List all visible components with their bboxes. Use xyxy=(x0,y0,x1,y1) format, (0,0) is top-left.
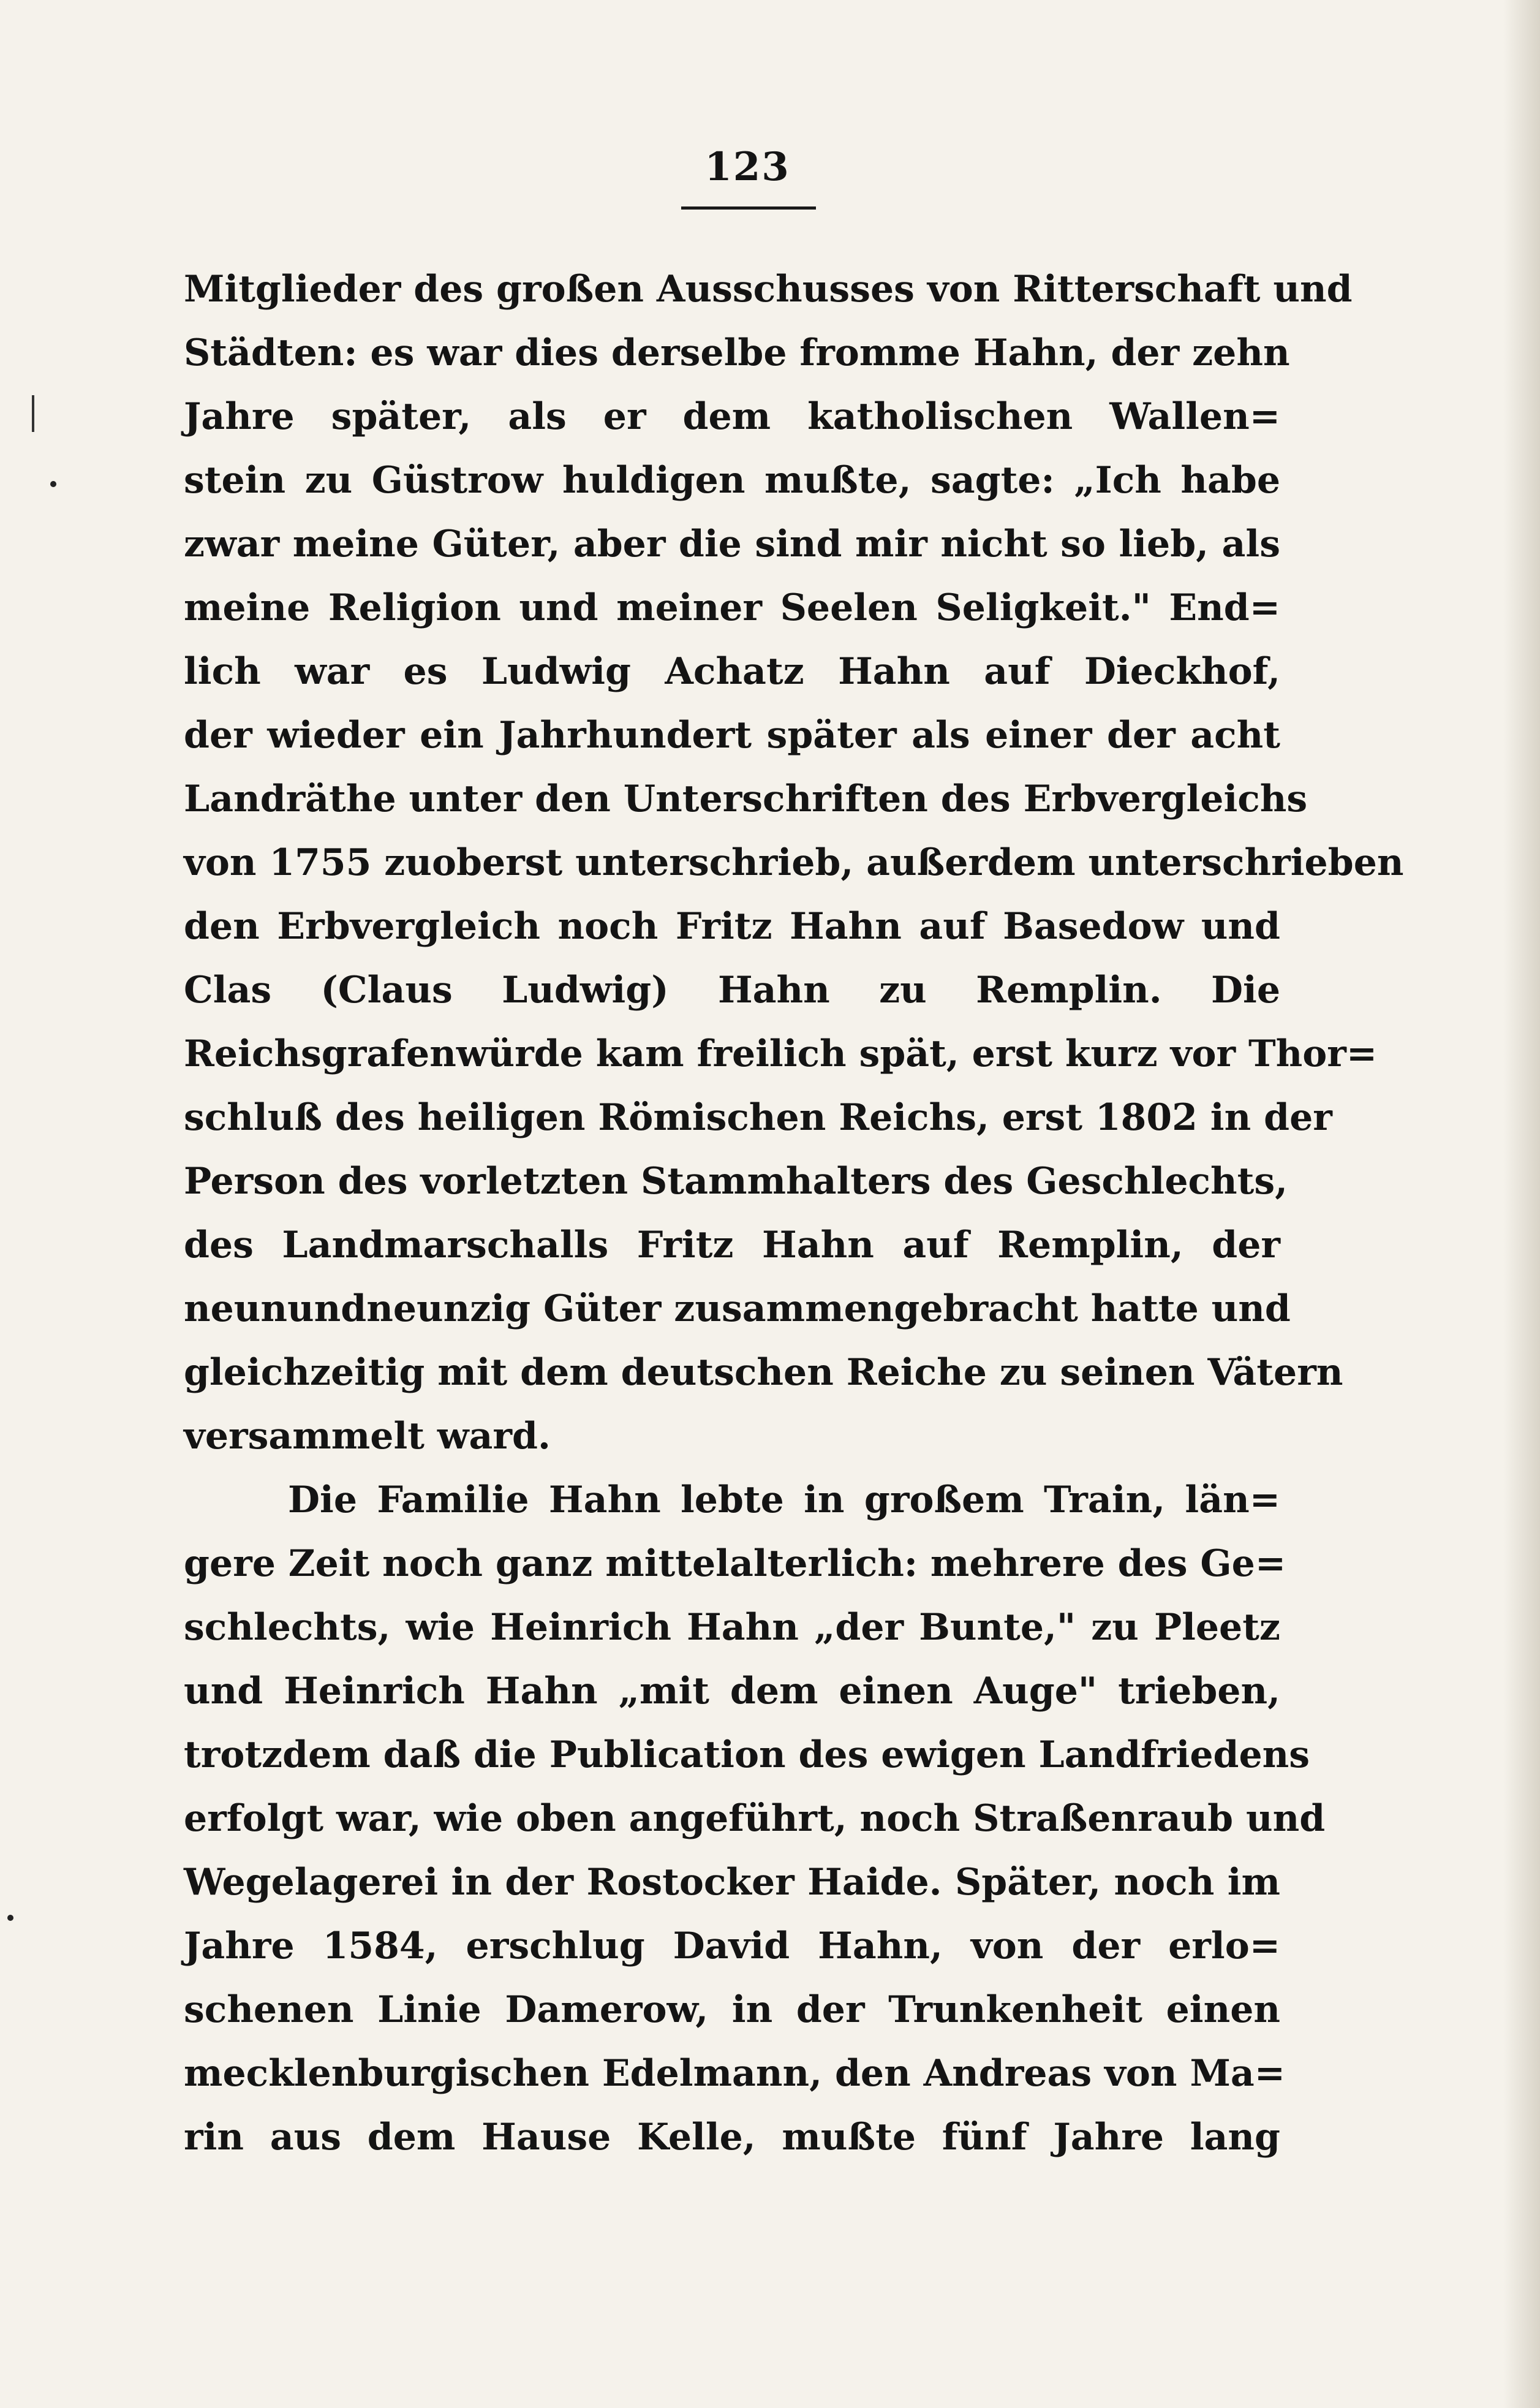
text-line: Landräthe unter den Unterschriften des Erbvergleichs xyxy=(184,778,1308,820)
text-line: Jahre später, als er dem katholischen Wallen= xyxy=(184,395,1280,438)
text-line: lich war es Ludwig Achatz Hahn auf Dieckhof, xyxy=(184,650,1280,693)
text-line: schluß des heiligen Römischen Reichs, erst 1802 in der xyxy=(184,1096,1332,1139)
page-gutter-shadow xyxy=(1503,0,1540,2408)
text-line: gere Zeit noch ganz mittelalterlich: mehrere des Ge= xyxy=(184,1542,1286,1585)
text-line: Wegelagerei in der Rostocker Haide. Später, noch im xyxy=(184,1861,1280,1904)
text-line: gleichzeitig mit dem deutschen Reiche zu seinen Vätern xyxy=(184,1351,1343,1394)
text-line: des Landmarschalls Fritz Hahn auf Remplin, der xyxy=(184,1224,1280,1266)
text-line: und Heinrich Hahn „mit dem einen Auge" trieben, xyxy=(184,1670,1280,1713)
text-line: trotzdem daß die Publication des ewigen Landfriedens xyxy=(184,1733,1310,1776)
text-line: den Erbvergleich noch Fritz Hahn auf Basedow und xyxy=(184,905,1280,948)
margin-mark xyxy=(7,1915,13,1921)
text-line: stein zu Güstrow huldigen mußte, sagte: „Ich habe xyxy=(184,459,1280,502)
text-line: von 1755 zuoberst unterschrieb, außerdem unterschrieben xyxy=(184,841,1404,884)
text-line: mecklenburgischen Edelmann, den Andreas von Ma= xyxy=(184,2052,1286,2095)
header-rule xyxy=(681,206,816,210)
text-line: Reichsgrafenwürde kam freilich spät, erst kurz vor Thor= xyxy=(184,1032,1378,1075)
text-line: Person des vorletzten Stammhalters des Geschlechts, xyxy=(184,1160,1288,1203)
body-text xyxy=(184,257,1404,2169)
text-line: Mitglieder des großen Ausschusses von Ritterschaft und xyxy=(184,268,1353,311)
text-line: rin aus dem Hause Kelle, mußte fünf Jahre lang xyxy=(184,2116,1280,2159)
text-line: neunundneunzig Güter zusammengebracht hatte und xyxy=(184,1287,1291,1330)
paragraph-start-line: Die Familie Hahn lebte in großem Train, län= xyxy=(288,1478,1280,1521)
text-line: erfolgt war, wie oben angeführt, noch Straßenraub und xyxy=(184,1797,1326,1840)
text-line: schlechts, wie Heinrich Hahn „der Bunte," zu Pleetz xyxy=(184,1606,1280,1649)
text-line: zwar meine Güter, aber die sind mir nicht so lieb, als xyxy=(184,523,1280,566)
text-line: meine Religion und meiner Seelen Seligkeit." End= xyxy=(184,586,1280,629)
margin-mark xyxy=(50,481,56,487)
page-number: 123 xyxy=(704,144,790,190)
paragraph-end-line: versammelt ward. xyxy=(184,1415,551,1458)
text-line: schenen Linie Damerow, in der Trunkenheit einen xyxy=(184,1988,1280,2031)
text-line: der wieder ein Jahrhundert später als einer der acht xyxy=(184,714,1280,757)
text-line: Jahre 1584, erschlug David Hahn, von der erlo= xyxy=(184,1925,1280,1967)
text-line: Städten: es war dies derselbe fromme Hahn, der zehn xyxy=(184,331,1290,374)
margin-mark xyxy=(32,395,34,432)
text-line: Clas (Claus Ludwig) Hahn zu Remplin. Die xyxy=(184,969,1280,1012)
